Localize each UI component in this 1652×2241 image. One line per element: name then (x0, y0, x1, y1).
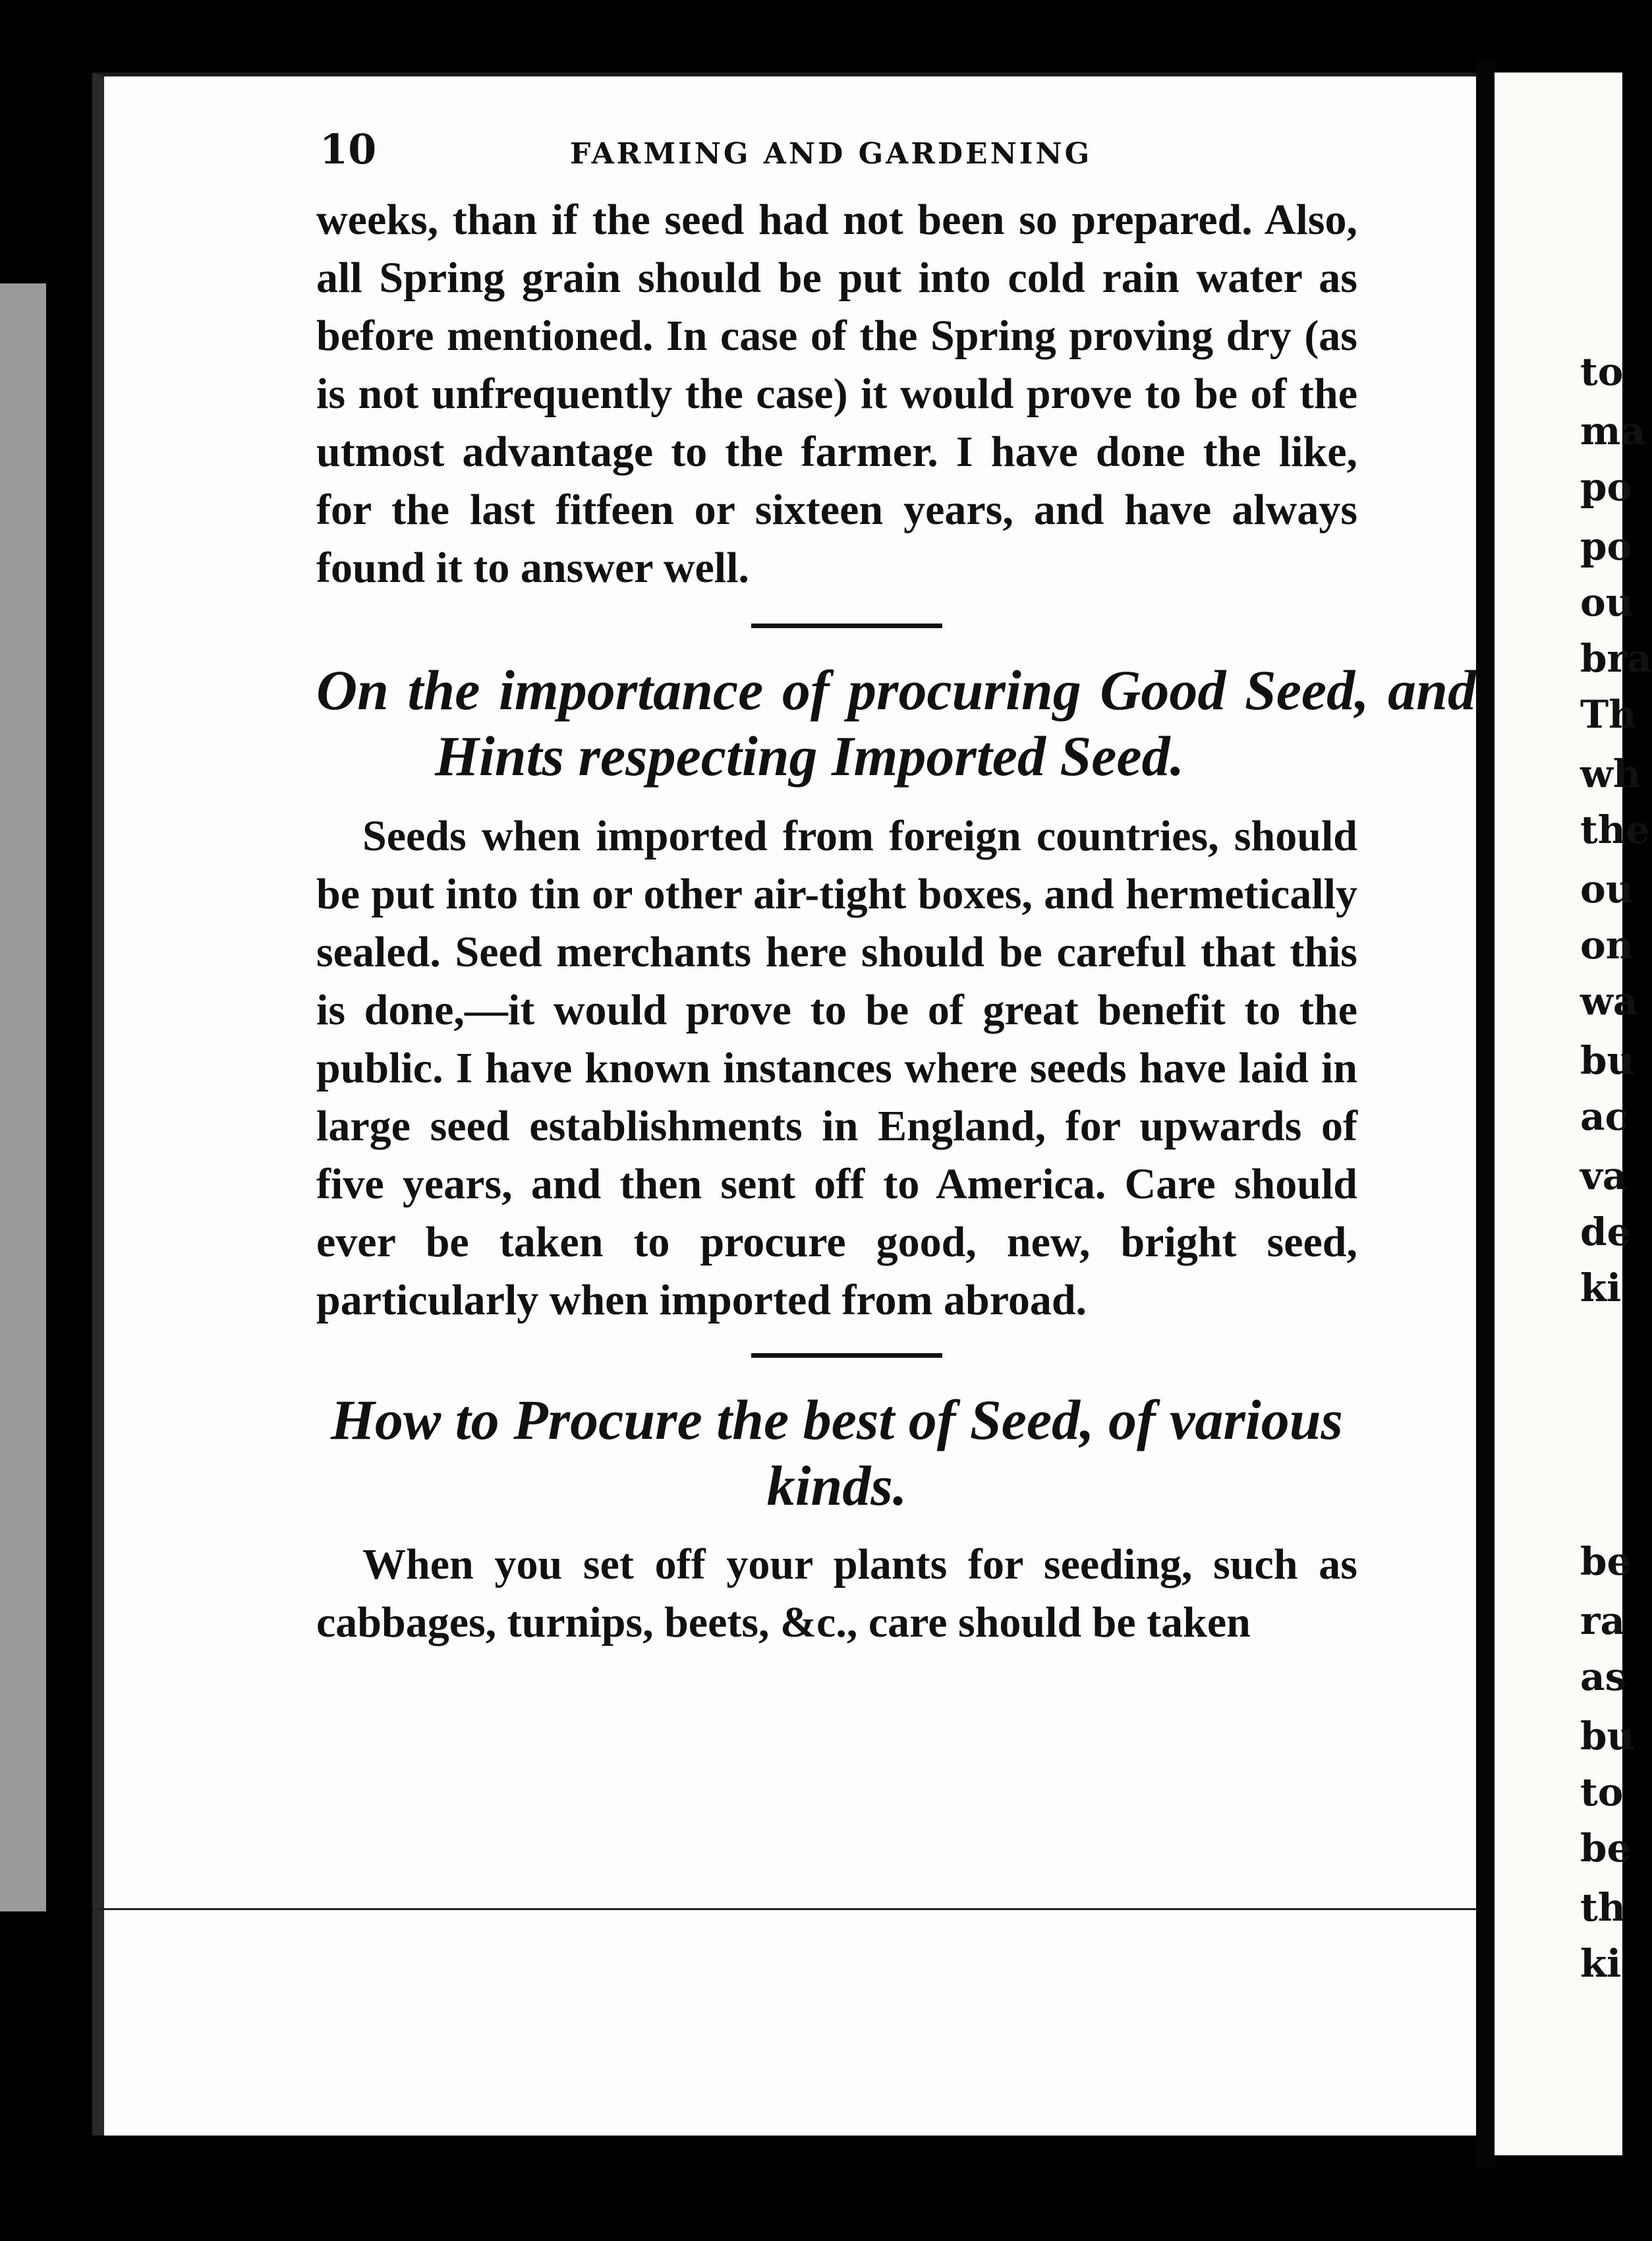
page-gutter (1476, 59, 1496, 2168)
facing-page (1495, 73, 1652, 2155)
facing-text-fragment: va (1580, 1153, 1628, 1198)
running-head: FARMING AND GARDENING (570, 137, 1093, 171)
page-header (217, 125, 1377, 178)
facing-text-fragment: ou (1580, 867, 1634, 912)
section-divider (751, 624, 942, 628)
page-crease-line (92, 1908, 1483, 1910)
facing-text-fragment: on (1580, 923, 1634, 968)
facing-text-fragment: wa (1580, 979, 1638, 1024)
facing-text-fragment: ki (1580, 1941, 1622, 1986)
facing-text-fragment: ma (1580, 409, 1645, 453)
facing-text-fragment: Th (1580, 692, 1637, 737)
page-number: 10 (320, 125, 377, 173)
page-content (217, 125, 1476, 1652)
facing-text-fragment: bu (1580, 1714, 1635, 1759)
facing-text-fragment: to (1580, 349, 1624, 394)
facing-text-fragment: ki (1580, 1266, 1622, 1310)
facing-text-fragment: the (1580, 807, 1650, 852)
facing-text-fragment: ra (1580, 1598, 1626, 1643)
paragraph-weeks: weeks, than if the seed had not been so prepared. Also, all Spring grain should be put into cold rain water as before mentioned. In case of the Spring proving dry (as is not unfrequently the case) it would prove to be of the utmost advantage to the farmer. I have done the like, for the last fitfeen or sixteen years, and have always found it to answer well. (316, 196, 1357, 592)
paragraph-set-off-plants: When you set off your plants for seeding, such as cabbages, turnips, beets, &c., care should be taken (316, 1540, 1357, 1646)
facing-text-fragment: th (1580, 1885, 1626, 1930)
facing-text-fragment: wh (1580, 751, 1641, 796)
facing-text-fragment: bu (1580, 1038, 1635, 1083)
facing-text-fragment: ou (1580, 580, 1634, 625)
section-heading-procure-seed: How to Procure the best of Seed, of various kinds. (331, 1388, 1343, 1517)
paragraph-imported-seeds: Seeds when imported from foreign countries, should be put into tin or other air-tight boxes, and hermetically sealed. Seed merchants here should be careful that this is done,—it would prove to be of great benefit to the public. I have known instances where seeds have laid in large seed establishments in England, for upwards of five years, and then sent off to America. Care should ever be taken to procure good, new, bright seed, particularly when imported from abroad. (316, 812, 1357, 1324)
section-heading-good-seed: On the importance of procuring Good Seed, and Hints respecting Imported Seed. (316, 658, 1476, 788)
facing-text-fragment: ac (1580, 1094, 1628, 1139)
scanner-background (0, 283, 46, 1911)
facing-text-fragment: to (1580, 1770, 1624, 1815)
facing-text-fragment: be (1580, 1539, 1632, 1584)
facing-text-fragment: po (1580, 524, 1633, 569)
facing-text-fragment: po (1580, 465, 1633, 509)
facing-text-fragment: bra (1580, 636, 1652, 681)
section-divider (751, 1353, 942, 1358)
facing-text-fragment: as (1580, 1654, 1627, 1699)
facing-text-fragment: be (1580, 1826, 1632, 1871)
facing-text-fragment: de (1580, 1209, 1632, 1254)
